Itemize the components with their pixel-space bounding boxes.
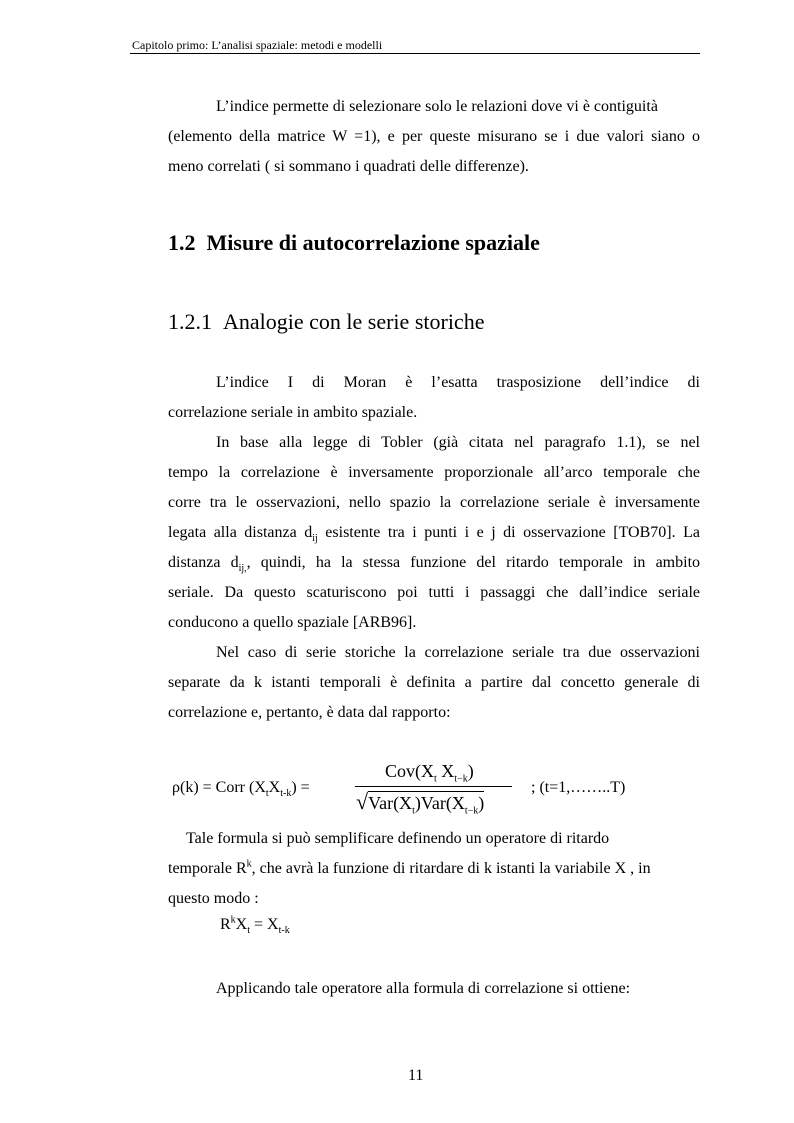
subsection-heading [168,309,484,335]
radicand [368,791,485,817]
section-heading [168,230,540,256]
p2-line-4-b: esistente tra i punti i e j di osservazione [TOB70]. La [317,524,700,541]
formula-num-a: Cov(X [385,761,434,781]
operator-sub2: t-k [278,925,290,937]
p5-line-1: Applicando tale operatore alla formula di correlazione si ottiene: [216,980,631,997]
formula-den-c: ) [478,793,485,813]
p4-line-3: questo modo : [168,890,259,907]
subsection-number: 1.2.1 [168,309,212,334]
running-header: Capitolo primo: L’analisi spaziale: metodi e modelli [132,38,383,52]
p2-line-4 [168,518,700,548]
formula-num-sub2: t−k [454,773,468,785]
p4-line-2-b: , che avrà la funzione di ritardare di k istanti la variabile X , in [251,860,651,877]
rho-symbol: ρ [172,779,180,796]
formula-lhs-c: ) = [291,779,310,796]
formula-den-b: )Var(X [414,793,465,813]
paragraph-applicando [168,974,700,1004]
p1-line-2: correlazione seriale in ambito spaziale. [168,404,418,421]
p2-line-5-sub: ij, [238,563,247,575]
operator-eq: = X [250,916,279,933]
formula-denominator [356,789,484,815]
p3-line-1: Nel caso di serie storiche la correlazione seriale tra due osservazioni [216,644,700,661]
p4-line-1: Tale formula si può semplificare definendo un operatore di ritardo [186,830,610,847]
p2-line-5-b: , quindi, ha la stessa funzione del ritardo temporale in ambito [246,554,701,571]
p2-line-6: seriale. Da questo scaturiscono poi tutti i passaggi che dall’indice seriale [168,584,700,601]
p3-line-2: separate da k istanti temporali è definita a partire dal concetto generale di [168,674,700,691]
sqrt-sign: √ [356,789,369,814]
lag-operator-formula [220,914,290,937]
formula-num-sub1: t [434,773,437,785]
formula-num-c: ) [467,761,474,781]
formula-num-b: X [436,761,455,781]
formula-den-sub1: t [412,805,415,817]
formula-lhs-sub1: t [265,788,269,800]
p4-line-2 [168,854,700,884]
operator-r: R [220,916,231,933]
formula-lhs [172,779,310,800]
p2-line-5-a: distanza d [168,554,239,571]
section-number: 1.2 [168,230,196,255]
fraction-bar [355,786,512,787]
subsection-title: Analogie con le serie storiche [223,309,485,334]
section-title: Misure di autocorrelazione spaziale [206,230,540,255]
formula-range: ; (t=1,……..T) [531,779,626,796]
page-number: 11 [408,1067,424,1084]
paragraph-operatore [168,824,700,914]
formula-lhs-b: X [268,779,281,796]
formula-lhs-a: (k) = Corr (X [179,779,266,796]
p4-line-2-sup: k [246,858,252,870]
operator-sub1: t [247,925,251,937]
header-rule [130,53,700,54]
p1-line-1: L’indice I di Moran è l’esatta trasposizione dell’indice di [216,374,700,391]
p2-line-7: conducono a quello spaziale [ARB96]. [168,614,417,631]
intro-paragraph [168,92,700,182]
operator-sup: k [230,914,236,926]
p2-line-3: corre tra le osservazioni, nello spazio la correlazione seriale è inversamente [168,494,700,511]
p2-line-1: In base alla legge di Tobler (già citata nel paragrafo 1.1), se nel [216,434,700,451]
intro-line-3: meno correlati ( si sommano i quadrati delle differenze). [168,158,529,175]
formula-den-sub2: t−k [464,805,479,817]
formula-numerator [385,761,474,785]
intro-line-2: (elemento della matrice W =1), e per queste misurano se i due valori siano o [168,128,700,145]
paragraph-moran [168,368,700,428]
operator-x: X [235,916,248,933]
p2-line-5 [168,548,700,578]
formula-den-a: Var(X [368,793,413,813]
formula-lhs-sub2: t-k [280,788,292,800]
p3-line-3: correlazione e, pertanto, è data dal rapporto: [168,704,451,721]
p2-line-4-a: legata alla distanza d [168,524,313,541]
p2-line-4-sub: ij [312,533,318,545]
p2-line-2: tempo la correlazione è inversamente proporzionale all’arco temporale che [168,464,700,481]
intro-line-1: L’indice permette di selezionare solo le relazioni dove vi è contiguità [216,98,658,115]
paragraph-tobler [168,428,700,638]
paragraph-serie-storiche [168,638,700,728]
p4-line-2-a: temporale R [168,860,247,877]
